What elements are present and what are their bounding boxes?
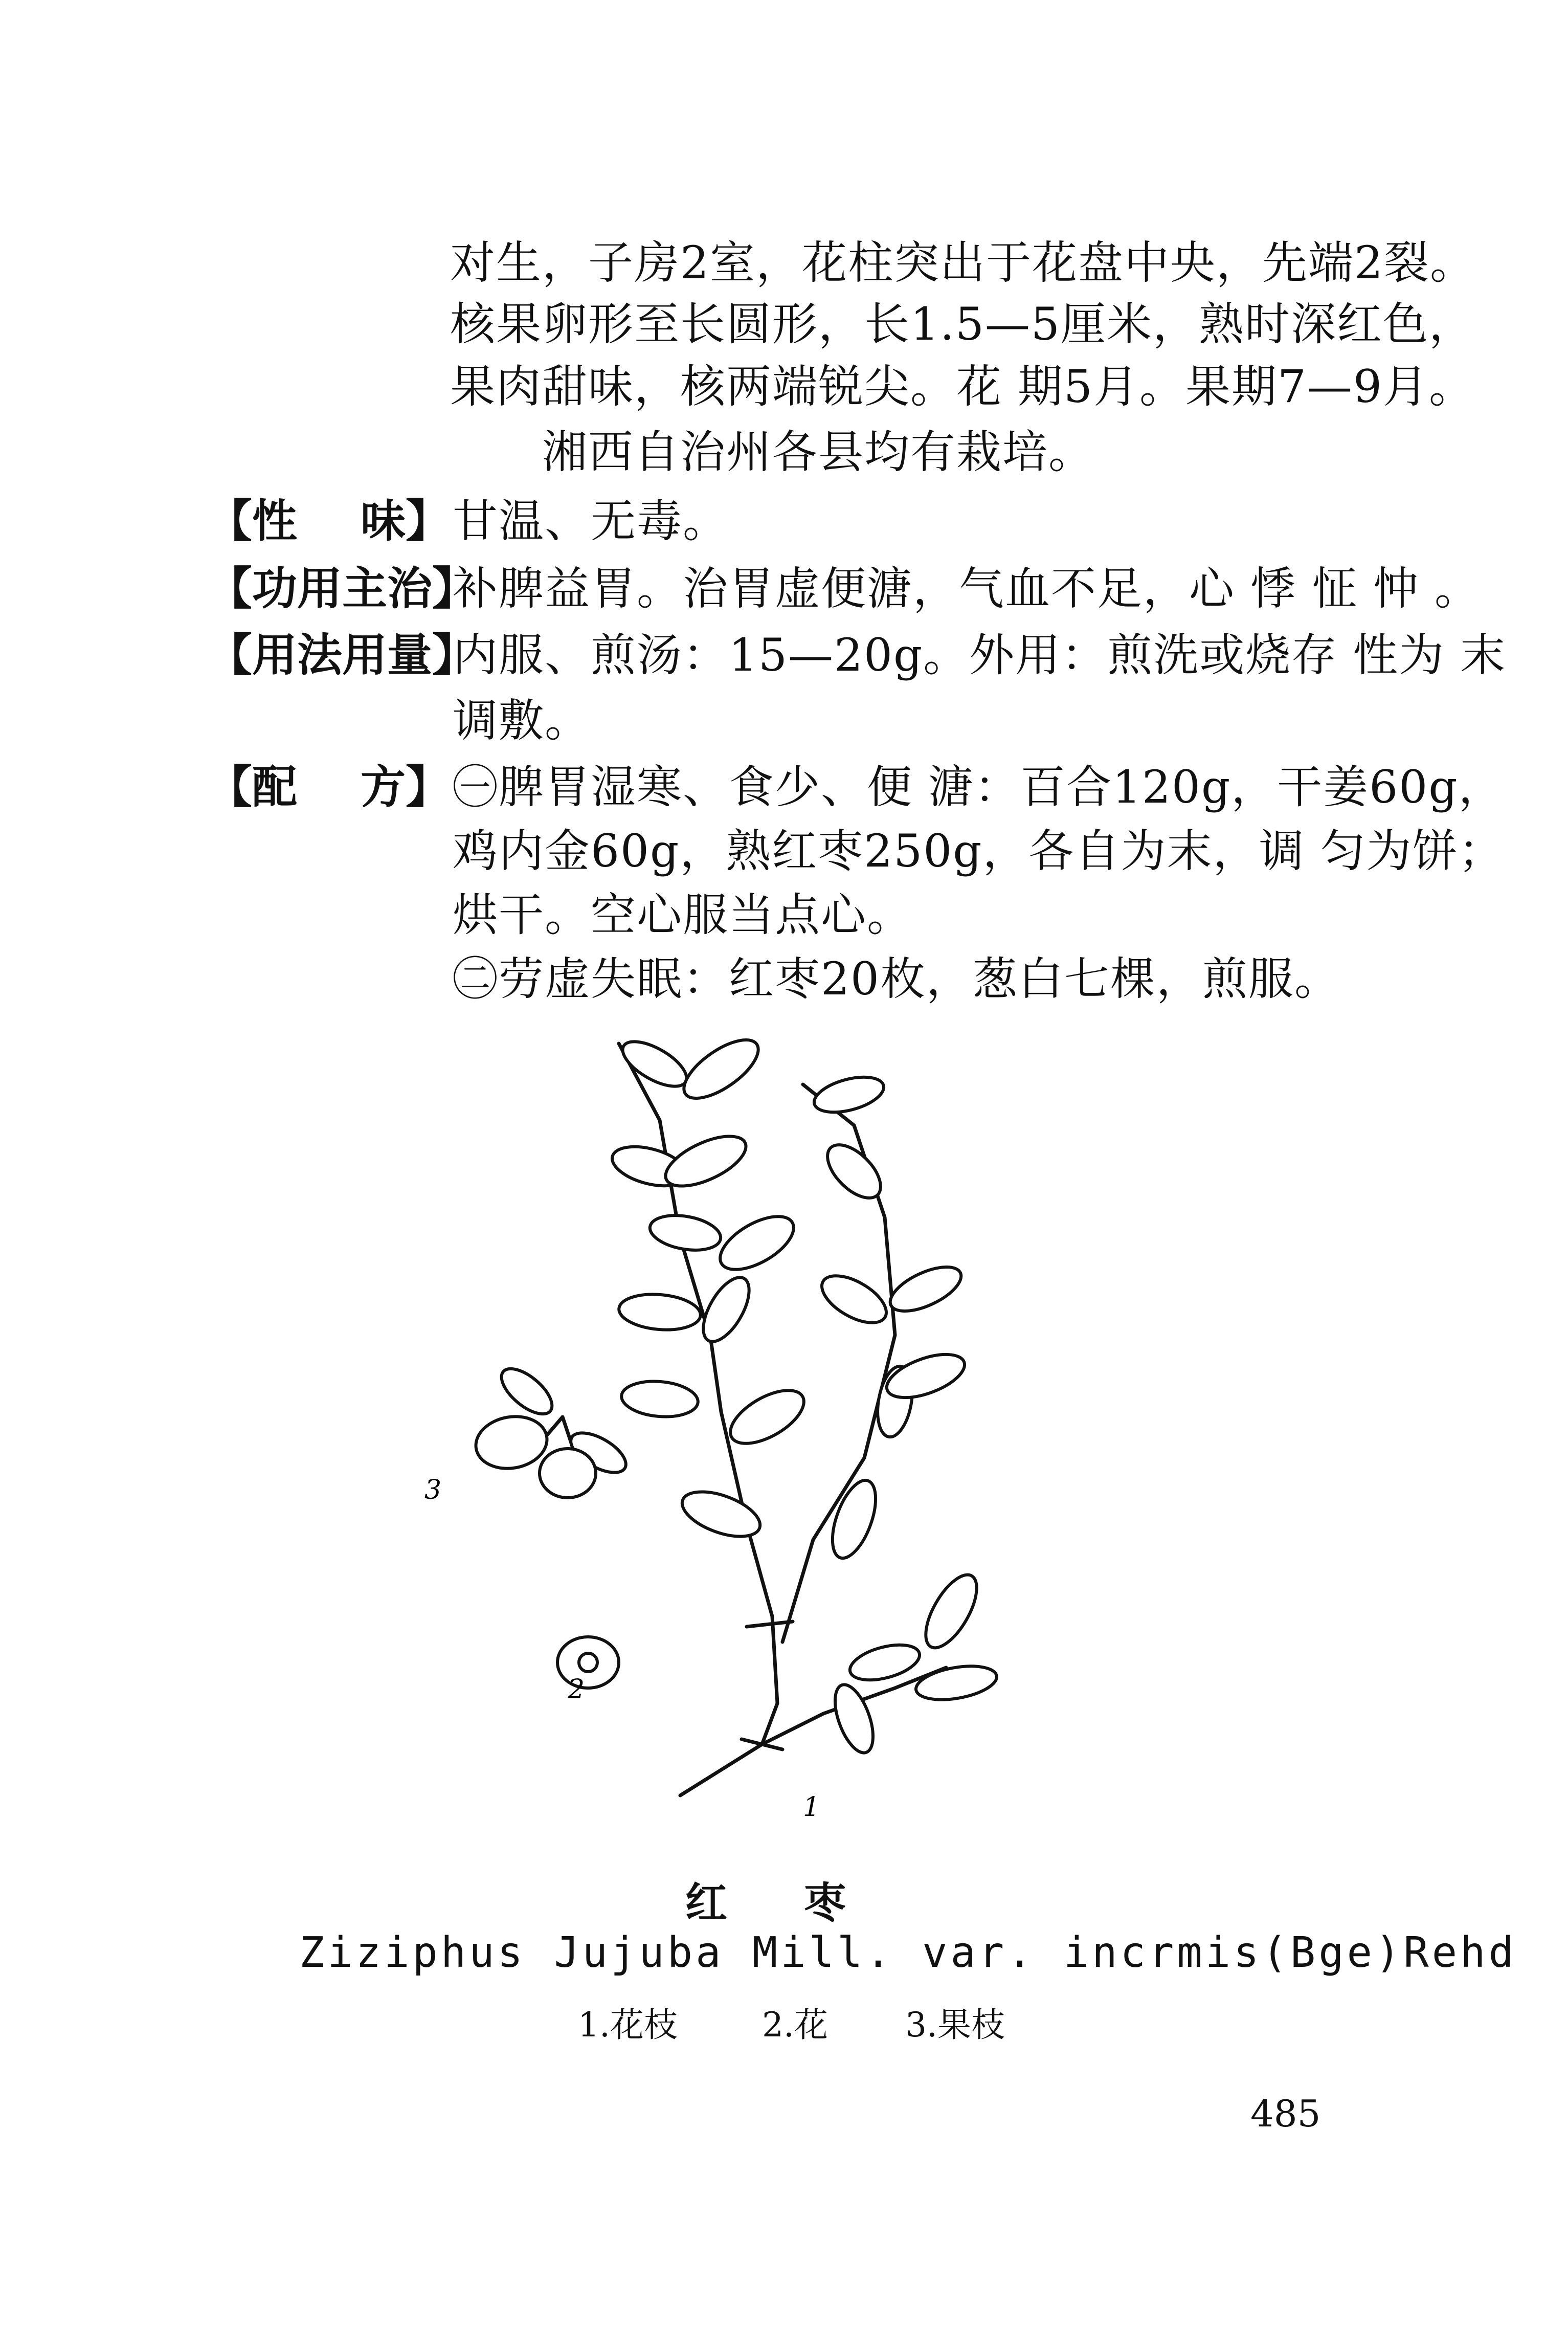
page-number: 485	[1250, 2092, 1321, 2135]
figure-label-1: 1	[803, 1792, 820, 1823]
usage-label: 【用法用量】	[207, 629, 478, 681]
description-line-3: 果肉甜味，核两端锐尖。花 期5月。果期7—9月。	[450, 360, 1475, 413]
leaf	[881, 1346, 970, 1407]
taste-label-right: 味】	[361, 495, 451, 547]
figure-label-3: 3	[424, 1475, 442, 1505]
caption-chinese-name: 红枣	[685, 1879, 923, 1927]
usage-text: 内服、煎汤：15—20g。外用：煎洗或烧存 性为 末	[453, 629, 1507, 681]
formula-line-4: ㊁劳虚失眠：红枣20枚，葱白七棵，煎服。	[453, 952, 1340, 1005]
caption-part-3: 3.果枝	[905, 2005, 1005, 2045]
leaf	[712, 1206, 802, 1280]
distribution-text: 湘西自治州各县均有栽培。	[542, 426, 1095, 478]
taste-label-left: 【性	[207, 495, 298, 547]
jujube-plant-illustration	[424, 1023, 1100, 1823]
flower-center	[579, 1653, 597, 1672]
leaf	[620, 1379, 699, 1420]
leaf	[884, 1258, 968, 1320]
usage-text-cont: 调敷。	[453, 694, 591, 747]
leaf	[814, 1267, 893, 1333]
formula-label-left: 【配	[207, 761, 298, 813]
caption-part-1: 1.花枝	[578, 2005, 678, 2045]
leaf	[846, 1638, 924, 1687]
function-text: 补脾益胃。治胃虚便溏，气血不足，心 悸 怔 忡 。	[453, 562, 1481, 615]
formula-line-2: 鸡内金60g，熟红枣250g，各自为末，调 匀为饼；	[453, 825, 1505, 877]
figure-label-2: 2	[568, 1674, 585, 1705]
taste-text: 甘温、无毒。	[453, 495, 729, 547]
formula-line-3: 烘干。空心服当点心。	[453, 889, 913, 941]
formula-line-1: ㊀脾胃湿寒、食少、便 溏：百合120g，干姜60g，	[453, 761, 1505, 813]
leaf	[659, 1126, 753, 1196]
leaf	[494, 1361, 559, 1422]
formula-label-right: 方】	[361, 761, 451, 813]
leaf	[694, 1270, 758, 1348]
leaf	[647, 1210, 724, 1255]
leaf	[811, 1071, 888, 1119]
description-line-1: 对生，子房2室，花柱突出于花盘中央，先端2裂。	[450, 236, 1476, 289]
leaf	[824, 1475, 885, 1564]
fruit	[540, 1449, 596, 1498]
leaf	[616, 1033, 693, 1095]
description-line-2: 核果卵形至长圆形，长1.5—5厘米，熟时深红色，	[450, 298, 1475, 350]
leaf	[722, 1380, 813, 1454]
leaf	[675, 1029, 768, 1109]
fruit	[472, 1411, 551, 1474]
function-label: 【功用主治】	[207, 562, 478, 615]
leaf	[677, 1483, 766, 1545]
leaf	[913, 1661, 999, 1705]
caption-part-2: 2.花	[762, 2005, 828, 2045]
leaf	[916, 1567, 987, 1656]
caption-latin-name: Ziziphus Jujuba Mill. var. incrmis(Bge)Rehd	[299, 1928, 1517, 1977]
leaf	[827, 1680, 881, 1758]
leaf	[617, 1291, 702, 1333]
